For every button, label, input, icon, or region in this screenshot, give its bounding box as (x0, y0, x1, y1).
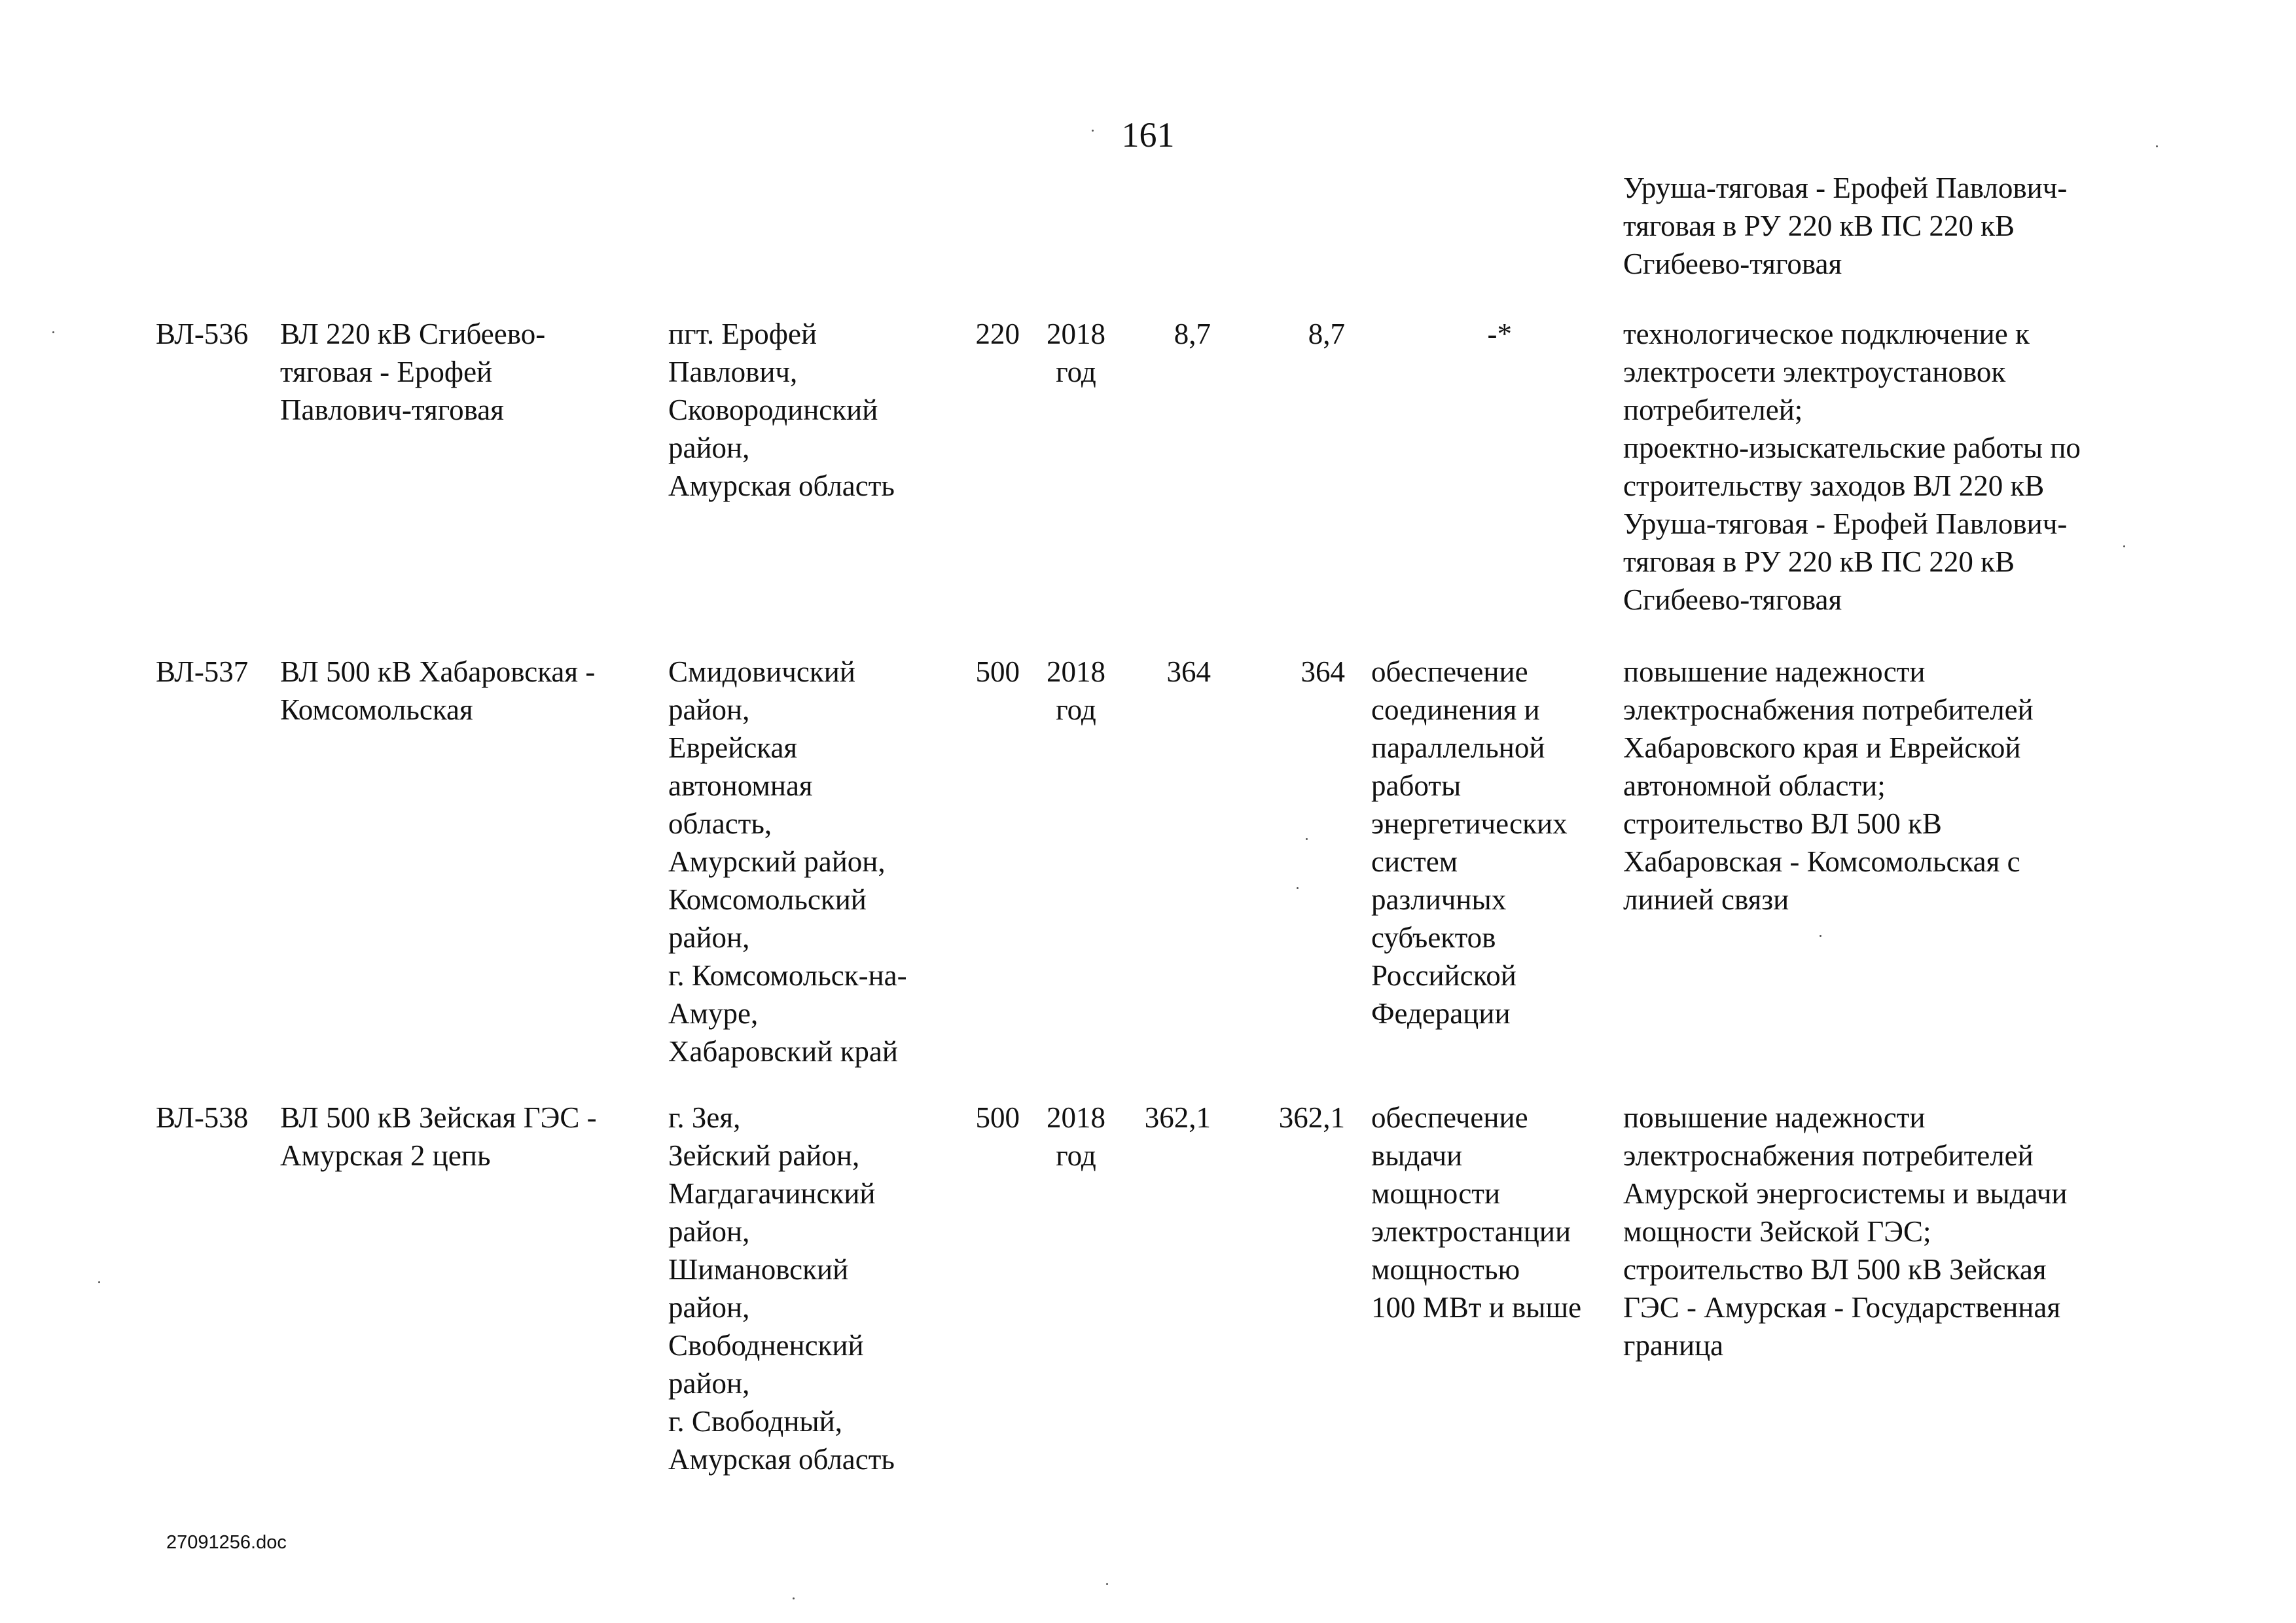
scan-speck (1297, 887, 1299, 889)
line-voltage: 220 (975, 318, 1020, 350)
line-note: повышение надежности электроснабжения потребителей Амурской энергосистемы и выдачи мощности Зейской ГЭС; строительство ВЛ 500 кВ Зейская ГЭС - Амурская - Государственная граница (1623, 1101, 2068, 1362)
line-purpose: обеспечение выдачи мощности электростанции мощностью 100 МВт и выше (1371, 1101, 1582, 1324)
line-length-total: 8,7 (1308, 318, 1345, 350)
scan-speck (98, 1281, 100, 1283)
line-location: Смидовичский район, Еврейская автономная область, Амурский район, Комсомольский район, г. Комсомольск-на- Амуре, Хабаровский край (668, 655, 907, 1068)
line-length: 364 (1166, 655, 1211, 688)
line-voltage: 500 (975, 1101, 1020, 1134)
line-year: 2018 год (1047, 655, 1105, 726)
scan-speck (1092, 130, 1094, 132)
line-year: 2018 год (1047, 318, 1105, 388)
line-code: ВЛ-537 (156, 655, 249, 688)
line-name: ВЛ 220 кВ Сгибеево- тяговая - Ерофей Павлович-тяговая (280, 318, 546, 426)
line-name: ВЛ 500 кВ Зейская ГЭС - Амурская 2 цепь (280, 1101, 597, 1172)
line-note: повышение надежности электроснабжения потребителей Хабаровского края и Еврейской автономной области; строительство ВЛ 500 кВ Хабаровская - Комсомольская с линией связи (1623, 655, 2034, 916)
line-length: 362,1 (1144, 1101, 1211, 1134)
scan-speck (2156, 145, 2158, 147)
line-year: 2018 год (1047, 1101, 1105, 1172)
line-length-total: 362,1 (1278, 1101, 1345, 1134)
line-location: пгт. Ерофей Павлович, Сковородинский район, Амурская область (668, 318, 895, 502)
line-voltage: 500 (975, 655, 1020, 688)
line-name: ВЛ 500 кВ Хабаровская - Комсомольская (280, 655, 596, 726)
scan-speck (793, 1597, 795, 1599)
line-note: технологическое подключение к электросети электроустановок потребителей; проектно-изыскательские работы по строительству заходов ВЛ 220 кВ Уруша-тяговая - Ерофей Павлович- тяговая в РУ 220 кВ ПС 220 кВ Сгибеево-тяговая (1623, 318, 2081, 616)
scan-speck (52, 331, 54, 333)
continuation-text: Уруша-тяговая - Ерофей Павлович- тяговая в РУ 220 кВ ПС 220 кВ Сгибеево-тяговая (1623, 172, 2068, 280)
line-length-total: 364 (1300, 655, 1345, 688)
line-purpose: обеспечение соединения и параллельной работы энергетических систем различных субъектов Российской Федерации (1371, 655, 1568, 1030)
line-purpose: -* (1487, 318, 1512, 350)
line-length: 8,7 (1174, 318, 1211, 350)
document-code: 27091256.doc (166, 1532, 287, 1553)
scan-speck (1106, 1583, 1108, 1585)
line-location: г. Зея, Зейский район, Магдагачинский район, Шимановский район, Свободненский район, г. Свободный, Амурская область (668, 1101, 895, 1476)
scan-speck (2123, 545, 2125, 547)
scan-speck (1306, 838, 1308, 840)
page-number: 161 (1121, 115, 1175, 155)
line-code: ВЛ-538 (156, 1101, 249, 1134)
line-code: ВЛ-536 (156, 318, 249, 350)
scan-speck (1820, 935, 1821, 937)
